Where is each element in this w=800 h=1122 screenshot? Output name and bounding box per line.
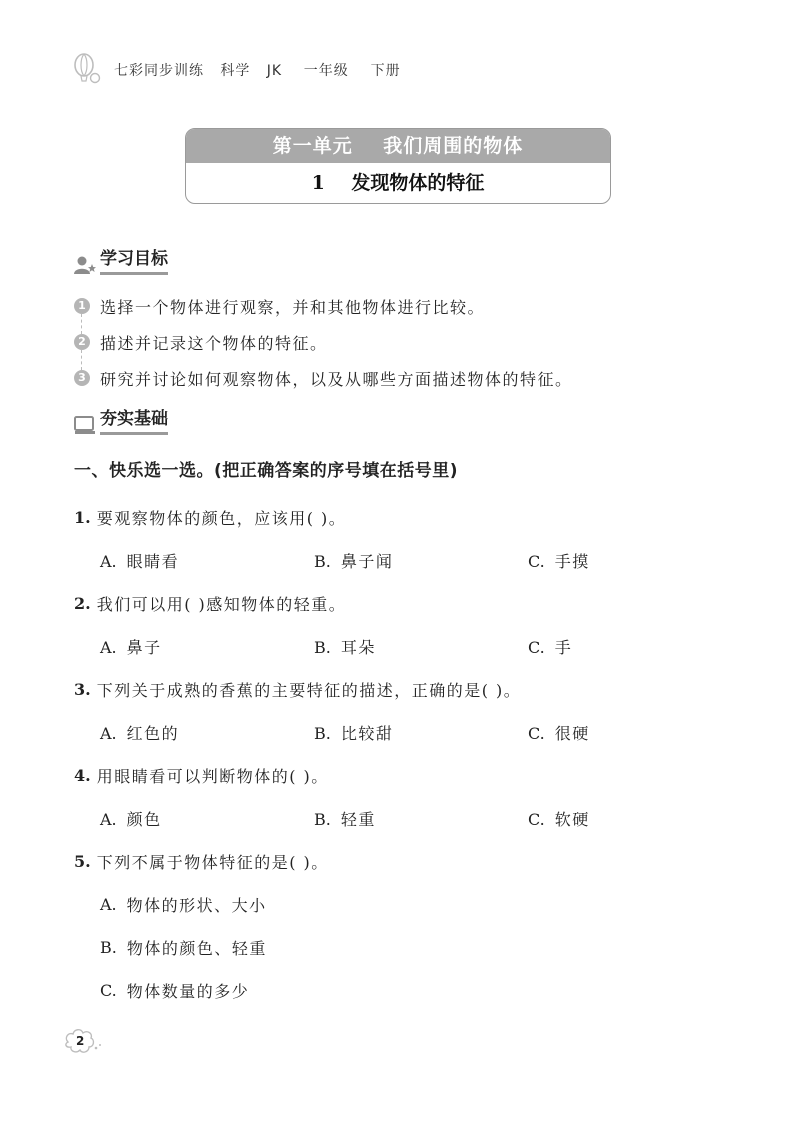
student-star-icon xyxy=(74,255,96,275)
option-text: 眼睛看 xyxy=(126,552,180,571)
option xyxy=(74,883,754,926)
question-text: 下列关于成熟的香蕉的主要特征的描述，正确的是( )。 xyxy=(96,681,522,700)
option-letter: A. xyxy=(100,895,117,914)
option-text: 耳朵 xyxy=(340,638,376,657)
question-list xyxy=(74,496,754,1012)
question xyxy=(74,754,754,797)
goal-text: 描述并记录这个物体的特征。 xyxy=(100,333,328,353)
option xyxy=(100,635,314,658)
option-text: 比较甜 xyxy=(340,724,394,743)
goal-number: 1 xyxy=(74,298,90,314)
option xyxy=(100,721,314,744)
goal-number: 2 xyxy=(74,334,90,350)
option-text: 物体数量的多少 xyxy=(126,982,250,1001)
question-text: 我们可以用( )感知物体的轻重。 xyxy=(96,595,347,614)
question-number: 5. xyxy=(74,852,91,871)
goal-item xyxy=(74,360,754,396)
basics-section-title: 夯实基础 xyxy=(100,408,168,435)
question xyxy=(74,668,754,711)
option xyxy=(528,807,742,830)
option-text: 手 xyxy=(554,638,573,657)
option-text: 鼻子 xyxy=(126,638,162,657)
option xyxy=(528,721,742,744)
option xyxy=(314,549,528,572)
basics-section-header xyxy=(74,408,168,435)
option-letter: B. xyxy=(314,724,331,743)
option xyxy=(100,549,314,572)
option xyxy=(314,635,528,658)
options-row xyxy=(74,797,754,840)
option-letter: A. xyxy=(100,552,117,571)
lesson-title: 1 发现物体的特征 xyxy=(311,172,485,194)
option xyxy=(314,721,528,744)
goals-section-header xyxy=(74,248,168,275)
question xyxy=(74,582,754,625)
option-letter: A. xyxy=(100,638,117,657)
option xyxy=(100,807,314,830)
question-text: 用眼睛看可以判断物体的( )。 xyxy=(96,767,329,786)
option xyxy=(528,635,742,658)
goal-item xyxy=(74,324,754,360)
option-text: 手摸 xyxy=(554,552,590,571)
question xyxy=(74,840,754,883)
option-letter: C. xyxy=(100,981,117,1000)
page-number-badge xyxy=(60,1024,104,1060)
option xyxy=(528,549,742,572)
options-row xyxy=(74,539,754,582)
options-row xyxy=(74,711,754,754)
question-text: 要观察物体的颜色，应该用( )。 xyxy=(96,509,347,528)
unit-title: 第一单元 我们周围的物体 xyxy=(186,129,610,163)
option-text: 颜色 xyxy=(126,810,162,829)
goal-text: 研究并讨论如何观察物体，以及从哪些方面描述物体的特征。 xyxy=(100,369,573,389)
goals-list xyxy=(74,288,754,396)
question-number: 2. xyxy=(74,594,91,613)
question-number: 4. xyxy=(74,766,91,785)
option xyxy=(314,807,528,830)
option xyxy=(74,926,754,969)
option xyxy=(74,969,754,1012)
option-letter: C. xyxy=(528,638,545,657)
question-number: 3. xyxy=(74,680,91,699)
option-letter: B. xyxy=(314,552,331,571)
page-header xyxy=(72,52,401,88)
option-letter: A. xyxy=(100,724,117,743)
unit-banner xyxy=(185,128,611,204)
option-text: 很硬 xyxy=(554,724,590,743)
option-text: 红色的 xyxy=(126,724,180,743)
page-number: 2 xyxy=(76,1034,85,1048)
option-letter: C. xyxy=(528,552,545,571)
option-letter: B. xyxy=(314,638,331,657)
option-letter: C. xyxy=(528,724,545,743)
option-letter: A. xyxy=(100,810,117,829)
option-letter: B. xyxy=(314,810,331,829)
question-number: 1. xyxy=(74,508,91,527)
balloon-icon xyxy=(72,53,102,87)
option-letter: B. xyxy=(100,938,117,957)
goal-item xyxy=(74,288,754,324)
option-text: 物体的颜色、轻重 xyxy=(126,939,267,958)
option-text: 轻重 xyxy=(340,810,376,829)
header-text: 七彩同步训练 科学 JK 一年级 下册 xyxy=(114,63,401,79)
goal-text: 选择一个物体进行观察，并和其他物体进行比较。 xyxy=(100,297,486,317)
option-text: 软硬 xyxy=(554,810,590,829)
part-title: 一、快乐选一选。(把正确答案的序号填在括号里) xyxy=(74,461,459,481)
option-letter: C. xyxy=(528,810,545,829)
monitor-icon xyxy=(74,415,96,435)
goal-number: 3 xyxy=(74,370,90,386)
options-row xyxy=(74,625,754,668)
goals-section-title: 学习目标 xyxy=(100,248,168,275)
question-text: 下列不属于物体特征的是( )。 xyxy=(96,853,329,872)
question xyxy=(74,496,754,539)
option-text: 鼻子闻 xyxy=(340,552,394,571)
option-text: 物体的形状、大小 xyxy=(126,896,267,915)
